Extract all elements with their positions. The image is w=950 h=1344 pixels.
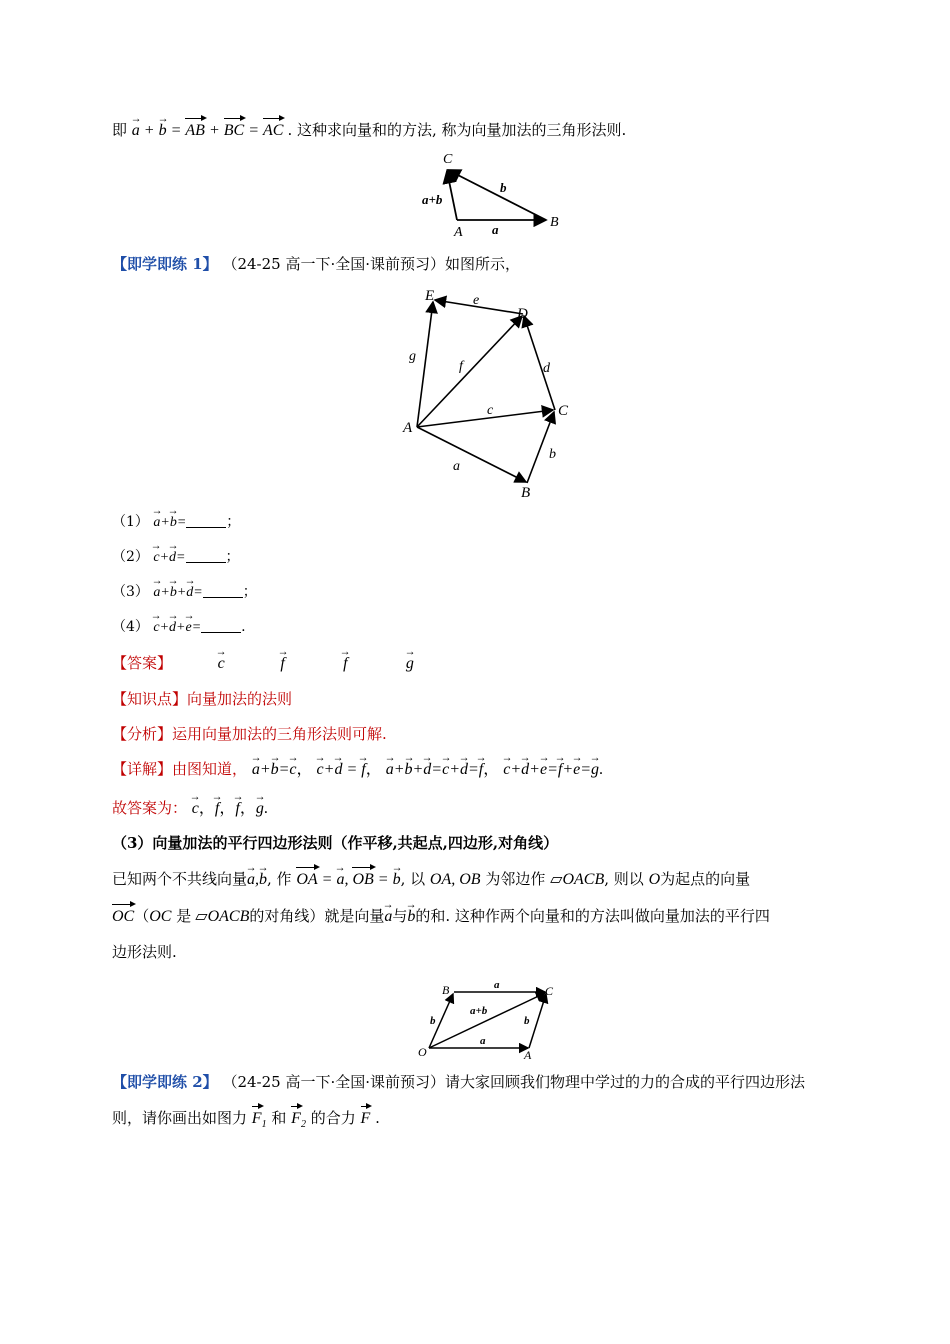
question-4 xyxy=(112,616,246,639)
para-text: 已知两个不共线向量 xyxy=(112,870,248,888)
vec-g-label: g xyxy=(409,349,416,364)
exercise-2-text: （24-25 高一下·全国·课前预习）请大家回顾我们物理中学过的力的合成的平行四边形法 xyxy=(222,1073,806,1091)
exercise-1-header xyxy=(112,253,520,275)
vec-b-label: b xyxy=(549,447,556,462)
exercise-1-source: （24-25 高一下·全国·课前预习）如图所示， xyxy=(222,255,521,273)
vec-ab-label: a+b xyxy=(422,192,443,207)
point-d-label: D xyxy=(517,306,528,322)
vector-ac-line xyxy=(529,994,546,1048)
question-2-end: ； xyxy=(225,549,240,565)
vec-f-label: f xyxy=(459,359,463,374)
para-text: 的和. 这种作两个向量和的方法叫做向量加法的平行四 xyxy=(415,907,770,925)
detail-formulas: → a+→ b=→ c， → c+→ d = → f， → a+→ b+→ d=→ c+→ d=→ f， → c+→ d+→ e=→ f+→ e=→ g. xyxy=(252,761,603,778)
detail-line xyxy=(112,758,603,781)
para-text: 为起点的向量 xyxy=(660,870,751,888)
answer-blank[interactable] xyxy=(186,513,226,528)
question-4-num: （4） xyxy=(112,619,149,635)
vector-d-line xyxy=(524,316,555,410)
vector-c-line xyxy=(417,410,553,427)
exercise-2-text: 的合力 xyxy=(310,1109,356,1127)
para-text: , 则以 xyxy=(604,870,644,888)
vector-b-line xyxy=(448,170,546,220)
vec-b-label: b xyxy=(500,180,507,195)
question-2-expr: → c+→ d= xyxy=(153,550,185,565)
analysis-label: 【分析】 xyxy=(112,725,173,743)
vec-e-label: e xyxy=(473,293,480,308)
exercise-2-tag: 【即学即练 2】 xyxy=(112,1073,218,1091)
answer-blank[interactable] xyxy=(201,618,241,633)
section-3-title: （3）向量加法的平行四边形法则（作平移,共起点,四边形,对角线） xyxy=(112,834,559,852)
para-text: 为邻边作 xyxy=(485,870,546,888)
formula-triangle-rule: → a + → b = AB + BC = AC xyxy=(132,122,288,139)
point-a-label: A xyxy=(524,1048,532,1062)
para-text: 的对角线）就是向量 xyxy=(249,907,385,925)
vector-f-line xyxy=(417,316,522,427)
question-1 xyxy=(112,511,240,534)
point-b-label: B xyxy=(521,485,531,501)
intro-suffix: . 这种求向量和的方法, 称为向量加法的三角形法则. xyxy=(287,121,627,139)
answer-value-4: → g xyxy=(406,653,464,675)
exercise-2-text: 则，请你画出如图力 xyxy=(112,1109,248,1127)
question-2-num: （2） xyxy=(112,549,149,565)
vec-a-top-label: a xyxy=(494,979,500,991)
analysis-text: 运用向量加法的三角形法则可解. xyxy=(172,725,387,743)
section-3-para-line-3: 边形法则. xyxy=(112,943,177,961)
question-4-expr: → c+→ d+→ e= xyxy=(153,620,201,635)
question-1-expr: → a+→ b= xyxy=(153,515,186,530)
detail-label: 【详解】 xyxy=(112,760,173,778)
point-b-label: B xyxy=(550,215,559,230)
exercise-2-line-2: 则，请你画出如图力 $F_1$ 和 $F_2$ 的合力 F . xyxy=(112,1106,380,1136)
detail-text: 由图知道， xyxy=(172,760,248,778)
answer-value-1: → c xyxy=(218,653,276,675)
exercise-2-text: . xyxy=(375,1109,380,1127)
answer-line xyxy=(112,652,464,675)
point-b-label: B xyxy=(442,983,450,997)
vector-a-line xyxy=(417,427,526,482)
point-a-label: A xyxy=(454,225,463,240)
question-3-end: ； xyxy=(242,584,257,600)
conclusion-line xyxy=(112,797,268,820)
para-text: （ xyxy=(134,907,150,925)
point-o-label: O xyxy=(418,1045,427,1059)
answer-value-2: → f xyxy=(280,653,338,675)
question-3-num: （3） xyxy=(112,584,149,600)
vec-a-label: a xyxy=(492,222,499,237)
para-text: 与 xyxy=(392,907,408,925)
vec-a-bottom-label: a xyxy=(480,1035,486,1047)
parallelogram-rule-figure xyxy=(412,976,562,1062)
point-e-label: E xyxy=(425,288,435,304)
knowledge-line xyxy=(112,688,292,710)
answer-blank[interactable] xyxy=(203,583,243,598)
intro-line xyxy=(112,118,626,142)
para-text: 是 xyxy=(176,907,192,925)
vec-ab-label: a+b xyxy=(470,1005,488,1017)
analysis-line xyxy=(112,723,387,745)
section-3-para-line-2: OC（OC 是 ▱OACB的对角线）就是向量→ a与→ b的和. 这种作两个向量和的方法叫做向量加法的平行四 xyxy=(112,904,770,928)
point-c-label: C xyxy=(545,984,554,998)
point-a-label: A xyxy=(403,420,413,436)
vector-g-line xyxy=(417,302,433,427)
triangle-rule-figure xyxy=(410,148,570,240)
section-3-para-line-1: 已知两个不共线向量→ a,→ b, 作 OA = → a, OB = → b, 以 OA, OB 为邻边作 ▱OACB, 则以 O为起点的向量 xyxy=(112,867,750,891)
exercise-2-line-1 xyxy=(112,1071,805,1093)
question-4-end: . xyxy=(241,619,246,635)
para-text: , 以 xyxy=(400,870,426,888)
vec-b-right-label: b xyxy=(524,1015,530,1027)
question-3 xyxy=(112,581,257,604)
conclusion-values: → c，→ f，→ f，→ g. xyxy=(192,800,268,817)
knowledge-text: 向量加法的法则 xyxy=(187,690,293,708)
question-1-end: ； xyxy=(226,514,241,530)
intro-prefix: 即 xyxy=(112,121,128,139)
question-3-expr: → a+→ b+→ d= xyxy=(153,585,202,600)
vector-polygon-figure xyxy=(395,280,585,502)
question-1-num: （1） xyxy=(112,514,149,530)
vec-a-label: a xyxy=(453,459,460,474)
vector-ab-line xyxy=(447,171,457,220)
vec-d-label: d xyxy=(543,361,550,376)
exercise-2-text: 和 xyxy=(271,1109,287,1127)
answer-value-3: → f xyxy=(343,653,401,675)
answer-label: 【答案】 xyxy=(112,654,173,672)
vec-c-label: c xyxy=(487,403,494,418)
knowledge-label: 【知识点】 xyxy=(112,690,188,708)
point-c-label: C xyxy=(443,152,453,167)
exercise-1-tag: 【即学即练 1】 xyxy=(112,255,218,273)
answer-blank[interactable] xyxy=(186,548,226,563)
para-text: , 作 xyxy=(267,870,292,888)
conclusion-text: 故答案为： xyxy=(112,799,188,817)
point-c-label: C xyxy=(558,403,569,419)
vec-b-left-label: b xyxy=(430,1015,436,1027)
question-2 xyxy=(112,546,240,569)
